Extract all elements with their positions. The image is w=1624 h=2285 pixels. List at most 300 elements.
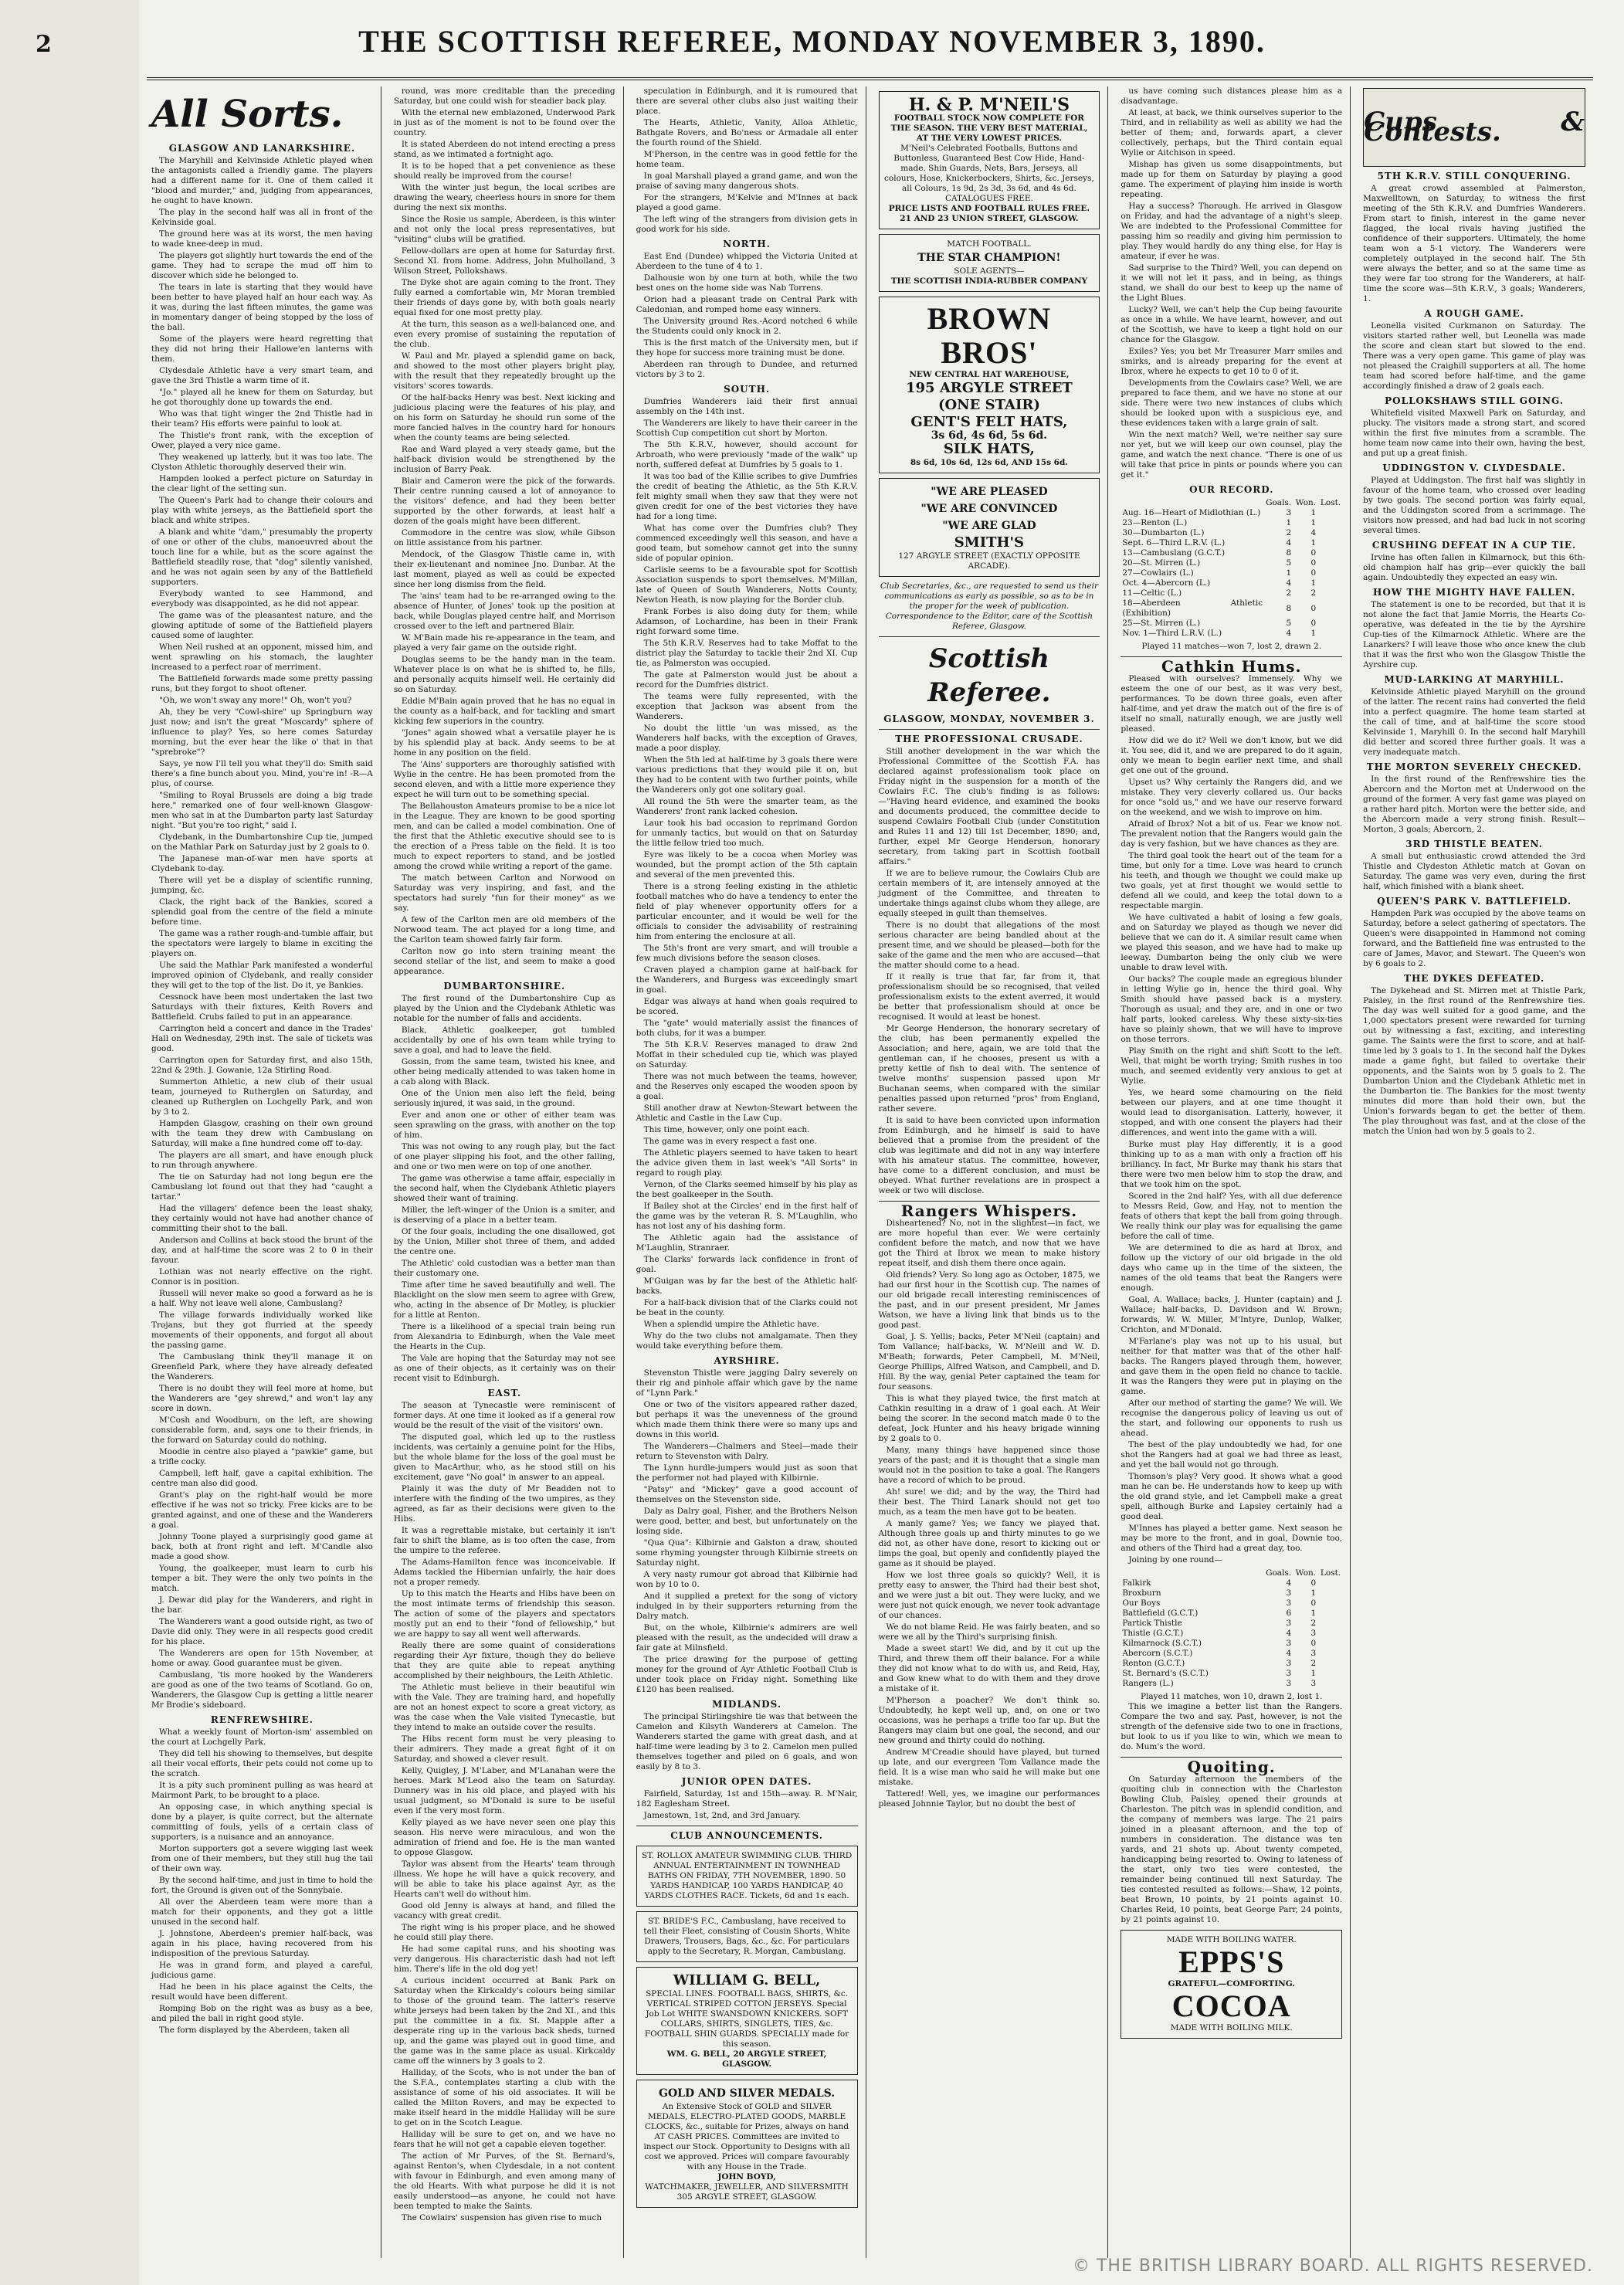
paragraph: What a weekly fount of Morton-ism' assembled on the court at Lochgelly Park. (151, 1727, 373, 1747)
section-heading: 5TH K.R.V. STILL CONQUERING. (1377, 171, 1571, 181)
paragraph: The tie on Saturday had not long begun ere the Cambuslang lot found out that they had "caught a tartar." (151, 1172, 373, 1202)
table-cell: 1 (1286, 568, 1292, 578)
cathkin-hums-body (1121, 674, 1342, 1565)
paragraph: The Athletic must believe in their beautiful win with the Vale. They are training hard, and hopefully are not an honest expect to score a great victory, as was the case when the Vale visited Tynecastle, but they intend to make an outside cover the results. (393, 1683, 615, 1732)
paragraph: J. Johnstone, Aberdeen's premier half-back, was again in his place, having recovered from his indisposition of the previous Saturday. (151, 1929, 373, 1958)
section-heading: HOW THE MIGHTY HAVE FALLEN. (1373, 587, 1576, 598)
epps-tagline: GRATEFUL—COMFORTING. (1168, 1979, 1295, 1988)
bell-ad (636, 1967, 858, 2075)
paragraph: Up to this match the Hearts and Hibs have been on the most intimate terms of friendship this season. The action of some of the players and spectators mostly put an end to their "fond of fellowship," but we are happy to say all went well afterwards. (393, 1589, 615, 1639)
table-row (1121, 1659, 1342, 1669)
report-paragraph: The statement is one to be recorded, but that it is not alone the fact that Jamie Morris, the Hearts Co-operative, was defeated in the tie by the Ayrshire Cup-ties of the Kilmarnock Athletic. Where are the Lanarkers? I will leave those who once knew the club that it was the first who won the Glasgow Thistle the Ayrshire cup. (1363, 600, 1585, 670)
medals-ad-title: GOLD AND SILVER MEDALS. (659, 2087, 836, 2100)
page-margin (0, 0, 139, 2285)
paragraph: A curious incident occurred at Bank Park on Saturday when the Kirkcaldy's colours being similar to those of the ground team. The latter's reserve white jerseys had been taken by the 2nd XI., and this put the committee in a fix. St. Mapple after a desperate ring up in the various back sheds, turned up, and the game was played out in good time, and the game was in the same place as usual. Kirkcaldy came off the winners by 3 goals to 2. (393, 1976, 615, 2066)
table-cell: Falkirk (1122, 1578, 1151, 1588)
epps-cocoa-ad (1121, 1930, 1342, 2039)
paragraph: Plainly it was the duty of Mr Beadden not to interfere with the finding of the two umpires, as they agreed, as far as their decisions were given to the Hibs. (393, 1484, 615, 1524)
paragraph: With the winter just begun, the local scribes are drawing the weary, cheerless hours in snore for them during the next six months. (393, 183, 615, 212)
medals-ad-name: JOHN BOYD, (717, 2172, 776, 2182)
paragraph: The Wanderers are likely to have their career in the Scottish Cup competition cut short by Morton. (636, 419, 858, 438)
table-cell: 4 (1310, 528, 1317, 537)
table-cell: 2 (1310, 1619, 1317, 1628)
table-cell: 23—Renton (L.) (1122, 518, 1188, 527)
paragraph: The Dyke shot are again coming to the front. They fully earned a comfortable win, Mr Moran trembled their friends of days gone by, with both goals nearly equal fixed for one most pretty play. (393, 278, 615, 317)
page-number: 2 (36, 31, 52, 58)
paragraph: Kelly played as we have never seen one play this season. His nerve were miraculous, and won the admiration of friend and foe. He is the man wanted to oppose Glasgow. (393, 1818, 615, 1857)
rangers-whispers-heading: Rangers Whispers. (900, 1202, 1078, 1220)
table-cell: 2 (1310, 1659, 1317, 1668)
paragraph: The ground here was at its worst, the men having to wade knee-deep in mud. (151, 229, 373, 249)
paragraph: When the 5th led at half-time by 3 goals there were various predictions that they would pile it on, but they had to be content with two further points, while the Wanderers only got one solitary goal. (636, 755, 858, 795)
record-table (1121, 498, 1342, 639)
paragraph: Miller, the left-winger of the Union is a smiter, and is deserving of a place in a better team. (393, 1205, 615, 1225)
paragraph: The Bellahouston Amateurs promise to be a nice lot in the League. They are known to be good sporting men, and can be called a model combination. One of the first that the Athletic executive should see to is the erection of a Press table on the field. It is too much to expect reporters to stand, and be jostled among the crowd while writing a report of the game. (393, 802, 615, 871)
paragraph: Everybody wanted to see Hammond, and everybody was disappointed, as he did not appear. (151, 589, 373, 609)
paragraph: Exiles? Yes; you bet Mr Treasurer Marr smiles and smirks, and is already preparing for the event at Ibrox, where he expects to get 10 to 0 of it. (1121, 347, 1343, 376)
paragraph: It is to be hoped that a pet convenience as these should really be improved from the course! (393, 161, 615, 181)
mcneil-ad-title: H. & P. M'NEIL'S (908, 95, 1070, 115)
paragraph: Taylor was absent from the Hearts' team through illness. We hope he will have a quick recovery, and will be able to take his place against Ayr, as the Hearts can't well do without him. (393, 1860, 615, 1899)
table-cell: 27—Cowlairs (L.) (1122, 568, 1194, 578)
paragraph: The 5th K.R.V. Reserves had to take Moffat to the district play the Saturday to tackle their 2nd XI. Cup tie, as Palmerston was occupied. (636, 639, 858, 668)
brown-bros-ad (879, 297, 1100, 473)
paragraph: Daly as Dalry goal, Fisher, and the Brothers Nelson were good, better, and best, but unfortunately on the losing side. (636, 1507, 858, 1536)
paragraph: The gate at Palmerston would just be about a record for the Dumfries district. (636, 670, 858, 690)
paragraph: Carrington open for Saturday first, and also 15th, 22nd & 29th. J. Gowanie, 12a Stirling Road. (151, 1056, 373, 1075)
table-cell: 6 (1286, 1609, 1292, 1618)
paragraph: W. M'Bain made his re-appearance in the team, and played a very fair game on the outside right. (393, 633, 615, 653)
smiths-address: 127 ARGYLE STREET (EXACTLY OPPOSITE ARCADE). (898, 551, 1080, 571)
paragraph: The tears in late is starting that they would have been better to have played half an hour each way. As it was, during the last fifteen minutes, the game was in momentary danger of being stopped by the loss of the ball. (151, 283, 373, 332)
notice-to-secretaries: Club Secretaries, &c., are requested to send us their communications as early as possible, so as to be in the proper for the week of publication. Correspondence to the Editor, care of the Scottish Referee, Glasgow. (880, 581, 1098, 631)
paragraph: The 5th's front are very smart, and will trouble a few much divisions before the season closes. (636, 944, 858, 963)
mcneil-ad (879, 91, 1100, 229)
paragraph: Ah, they be very "Cowl-shire" up Springburn way just now; and isn't the great "Moscardy" sphere of influence to play? Yes, so here comes Saturday morning, but the ever hear the like o' that in that "sprebroke"? (151, 707, 373, 757)
table-cell: 1 (1310, 578, 1317, 588)
article-body (394, 86, 615, 977)
table-row (1121, 538, 1342, 548)
paragraph: M'Farlane's play was not up to his usual, but neither for that matter was that of the other half-backs. The Rangers played through them, however, and gave them in the open field no chance to tackle. It was the Rangers they were put in playing on the game. (1121, 1337, 1343, 1396)
paragraph: This time, however, only one point each. (643, 1125, 810, 1134)
article-body (636, 397, 858, 1351)
table-cell: Oct. 4—Abercorn (L.) (1122, 578, 1211, 588)
paragraph: By the second half-time, and just in time to hold the fort, the Ground is given out of the Sonnybaie. (151, 1876, 373, 1895)
paragraph: The Queen's Park had to change their colours and play with white jerseys, as the Battlefield sport the black and white stripes. (151, 496, 373, 525)
article-body (151, 1727, 373, 2036)
paragraph: After our method of starting the game? We will. We recognise the dangerous policy of leaving us out of the start, and following our opponents to rush us ahead. (1121, 1398, 1343, 1438)
paragraph: Win the next match? Well, we're neither say sure nor yet, but we will keep our own counsel, play the game, and watch the next chance. "There is one of us will take that price in pints or pounds where you can get it." (1121, 430, 1343, 480)
table-row (1121, 1649, 1342, 1659)
paragraph: Really there are some quaint of considerations regarding their Ayr fixture, though they do believe that they are quite able to repeat anything accomplished by their neighbours, the Leith Athletic. (393, 1641, 615, 1680)
paragraph: All round the 5th were the smarter team, as the Wanderers' front rank lacked cohesion. (636, 797, 858, 816)
paragraph: Blair and Cameron were the pick of the forwards. Their centre running caused a lot of annoyance to the visitors' defence, and had they been better supported by the other forwards, at least half a dozen of the goals might have been different. (393, 476, 615, 526)
brown-bros-felt: GENT'S FELT HATS, (910, 414, 1068, 430)
table-cell: 2 (1286, 588, 1292, 598)
paragraph: Kelly, Quigley, J. M'Laber, and M'Lanahan were the heroes. Mark M'Leod also the team on Saturday. Dunnery was in his old place, and played with his usual judgment, so M'Donald is sure to be useful even if the very most form. (393, 1766, 615, 1815)
paragraph: The 'ains' team had to be re-arranged owing to the absence of Hunter, of Jones' took up the position at back, while Douglas played centre half, and Morrison crossed over to the left and partnered Blair. (393, 592, 615, 631)
table-row (1121, 1679, 1342, 1689)
paragraph: This is what they played twice, the first match at Cathkin resulting in a draw of 1 goal each. At Weir being the scorer. In the second match made 0 to the defeat, Jock Hunter and his heavy brigade winning by 2 goals to 0. (878, 1394, 1100, 1443)
section-heading: THE DYKES DEFEATED. (1404, 973, 1545, 984)
paragraph: We have cultivated a habit of losing a few goals, and on Saturday we played as though we never did believe that we can do it. A similar result came when we played this season, and we have had to make up leeway. Dumbarton being the only club we were unable to draw level with. (1121, 913, 1343, 972)
leader-body (879, 747, 1100, 1196)
paragraph: M'Pherson, in the centre was in good fettle for the home team. (636, 150, 858, 169)
paragraph: Goal, A. Wallace; backs, J. Hunter (captain) and J. Wallace; half-backs, D. Davidson and W. Brown; forwards, W. W. Miller, M'Intyre, Dunlop, Walker, Crichton, and M'Donald. (1121, 1295, 1343, 1334)
india-rubber-company: THE SCOTTISH INDIA-RUBBER COMPANY (890, 276, 1088, 286)
match-football: MATCH FOOTBALL. (947, 239, 1032, 249)
table-cell: 4 (1286, 1629, 1292, 1638)
brown-bros-silk-prices: 8s 6d, 10s 6d, 12s 6d, AND 15s 6d. (910, 458, 1068, 467)
section-heading: THE MORTON SEVERELY CHECKED. (1366, 761, 1582, 772)
table-cell: 4 (1286, 1649, 1292, 1658)
table-cell: Thistle (G.C.T.) (1122, 1629, 1184, 1638)
table-cell: St. Bernard's (S.C.T.) (1122, 1669, 1209, 1678)
paragraph: Halliday will be sure to get on, and we have no fears that he will not get a capable eleven together. (393, 2130, 615, 2149)
table-cell: 4 (1286, 538, 1292, 548)
paragraph: The Thistle's front rank, with the exception of Ower, played a very nice game. (151, 431, 373, 450)
paragraph: round, was more creditable than the preceding Saturday, but one could wish for steadier back play. (393, 86, 615, 106)
paragraph: Had the villagers' defence been the least shaky, they certainly would not have had another chance of committing their shot to the ball. (151, 1204, 373, 1233)
paragraph: Play Smith on the right and shift Scott to the left. Well, that might be worth trying; Smith rushes in too much, and seemed evidently very anxious to get at Wylie. (1121, 1046, 1343, 1086)
divider (879, 729, 1100, 730)
table-cell: 0 (1310, 619, 1317, 628)
mcneil-ad-address: PRICE LISTS AND FOOTBALL RULES FREE. 21 AND 23 UNION STREET, GLASGOW. (888, 204, 1090, 223)
paragraph: Developments from the Cowlairs case? Well, we are prepared to face them, and we have no stone at our side. There were two new instances of clubs which should be looked upon with a suspicious eye, and these evidences taken with a large grain of salt. (1121, 378, 1343, 428)
paragraph: The teams were fully represented, with the exception that Jackson was absent from the Wanderers. (636, 692, 858, 721)
section-heading: GLASGOW AND LANARKSHIRE. (168, 143, 356, 154)
paragraph: For the strangers, M'Kelvie and M'Innes at back played a good game. (636, 193, 858, 212)
paragraph: The 5th K.R.V., however, should account for Arbroath, who were previously "made of the walk" up north, suffered defeat at Dumfries by 5 goals to 1. (636, 440, 858, 470)
paragraph: Our backs? The couple made an egregious blunder in letting Wylie go in, hence the third goal. Why Smith should have passed back is a mystery. Thorough as usual; and they are, and in one or two half parts, looked careless. Why these sixty-six-ties have so plainly shown, that we will have to improve on those terrors. (1121, 975, 1343, 1044)
table-row (1121, 518, 1342, 528)
paragraph: If we are to believe rumour, the Cowlairs Club are certain members of it, are intensely annoyed at the judgment of the Committee, and threaten to undertake things against clubs whom they allege, are equally steeped in guilt than themselves. (878, 869, 1100, 918)
paragraph: Gossin, from the same team, twisted his knee, and other being medically attended to was taken home in a cab along with Black. (393, 1057, 615, 1087)
paragraph: Time after time he saved beautifully and well. The Blacklight on the slow men seem to agree with Grew, who, acting in the absence of Dr Motley, is pluckier for a little at Renton. (393, 1280, 615, 1320)
paragraph: The Wanderers are open for 15th November, at home or away. Good guarantee must be given. (151, 1649, 373, 1668)
section-heading: JUNIOR OPEN DATES. (681, 1776, 812, 1787)
paragraph: Clydesdale Athletic have a very smart team, and gave the 3rd Thistle a warm time of it. (151, 366, 373, 385)
paragraph: Laur took his bad occasion to reprimand Gordon for unmanly tactics, but would on that on Saturday the little fellow tried too much. (636, 819, 858, 848)
table-cell: 1 (1310, 1609, 1317, 1618)
medals-ad-body: An Extensive Stock of GOLD and SILVER MEDALS, ELECTRO-PLATED GOODS, MARBLE CLOCKS, &c., suitable for Prizes, always on hand AT CASH PRICES. Committees are invited to inspect our Stock. Opportunity to Designs with all cost we approved. Prices will compare favourably with any House in the Trade. (643, 2102, 850, 2171)
table-cell: Renton (G.C.T.) (1122, 1659, 1185, 1668)
brown-bros-address: 195 ARGYLE STREET (ONE STAIR) (906, 380, 1073, 413)
paragraph: Young, the goalkeeper, must learn to curb his temper a bit. They were the only two points in the match. (151, 1564, 373, 1593)
table-row (1121, 578, 1342, 588)
table-row (1121, 629, 1342, 639)
table-cell: 5 (1286, 619, 1292, 628)
section-heading: CLUB ANNOUNCEMENTS. (670, 1830, 823, 1841)
paragraph: The best of the play undoubtedly we had, for one shot the Rangers had at goal we had three as least, and yet the ball would not go through. (1121, 1440, 1343, 1470)
table-cell: Aug. 16—Heart of Midlothian (L.) (1122, 508, 1261, 517)
paragraph: Romping Bob on the right was as busy as a bee, and piled the ball in right good style. (151, 2004, 373, 2023)
paragraph: Eyre was likely to be a cocoa when Morley was wounded, but the prompt action of the 5th captain and several of the men prevented this. (636, 850, 858, 880)
column-3 (632, 86, 866, 2258)
column-4 (874, 86, 1109, 2258)
paragraph: In goal Marshall played a grand game, and won the praise of saving many dangerous shots. (636, 171, 858, 191)
paragraph: The Athletic players seemed to have taken to heart the advice given them in last week's "All Sorts" in regard to rough play. (636, 1148, 858, 1178)
paragraph: Sad surprise to the Third? Well, you can depend on it we will not let it pass, and in being, as things stand, we shall do our best to keep up the name of the Light Blues. (1121, 263, 1343, 303)
paragraph: Old friends? Very. So long ago as October, 1875, we had our first hour in the Scottish cup. The names of our old brigade recall interesting reminiscences of the past, and in our present president, Mr James Watson, we have a living link that binds us to the good past. (878, 1270, 1100, 1330)
paragraph: There will yet be a display of scientific running, jumping, &c. (151, 876, 373, 895)
star-champion-ad (879, 234, 1100, 292)
paragraph: The play in the second half was all in front of the Kelvinside goal. (151, 208, 373, 227)
table-cell: 0 (1310, 1639, 1317, 1648)
table-cell: Our Boys (1122, 1598, 1161, 1608)
paragraph: When a splendid umpire the Athletic have. (643, 1320, 819, 1329)
paragraph: East End (Dundee) whipped the Victoria United at Aberdeen to the tune of 4 to 1. (636, 252, 858, 271)
brown-bros-silk: SILK HATS, (943, 441, 1035, 457)
table-cell: 20—St. Mirren (L.) (1122, 558, 1201, 568)
paragraph: The game was otherwise a tame affair, especially in the second half, when the Clydebank Athletic players showed their want of training. (393, 1174, 615, 1203)
article-body (394, 994, 615, 1384)
paragraph: No doubt the little 'un was missed, as the Wanderers half backs, with the exception of Graves, made a poor display. (636, 724, 858, 753)
paragraph: Orion had a pleasant trade on Central Park with Caledonian, and romped home easy winners. (636, 295, 858, 314)
paragraph: He was in grand form, and played a careful, judicious game. (151, 1961, 373, 1980)
table-cell: Broxburn (1122, 1588, 1161, 1598)
paragraph: The game was a rather rough-and-tumble affair, but the spectators were largely to blame in exciting the players on. (151, 929, 373, 958)
article-body (394, 1401, 615, 2223)
table-cell: 3 (1286, 1669, 1292, 1678)
column-1 (147, 86, 381, 2258)
table-row (1121, 1639, 1342, 1649)
paragraph: The players are all smart, and have enough pluck to run through anywhere. (151, 1151, 373, 1170)
report-paragraph: The Dykehead and St. Mirren met at Thistle Park, Paisley, in the first round of the Renfrewshire ties. The day was well suited for a good game, and the 1,000 spectators present were rewarded for turning out by witnessing a fast, exciting, and interesting game. The Saints were the first to score, and at half-time led by 3 goals to 1. In the second half the Dykes made a game fight, but failed to overtake their opponents, and the Saints won by 5 goals to 2. The Dumbarton Union and the Clydebank Athletic met in the Dumbarton tie. The Bankies for the most twenty minutes did more than hold their own, but the Union's forwards began to get the better of them. The play throughout was fast, and at the close of the match the Union had won by 5 goals to 2. (1363, 986, 1585, 1136)
paragraph: This was not owing to any rough play, but the fact of one player slipping his foot, and the other falling, and one or two men were on top of one another. (393, 1142, 615, 1171)
article-body (151, 156, 373, 1710)
record-summary: Played 11 matches—won 7, lost 2, drawn 2. (1141, 642, 1322, 651)
paragraph: The disputed goal, which led up to the rustless incidents, was certainly a genuine point for the Hibs, but the whole blame for the loss of the goal must be given to MacArthur, who, as he stood still on his excitement, gave "No goal" in answer to an appeal. (393, 1432, 615, 1482)
paragraph: One or two of the visitors appeared rather dazed, but perhaps it was the unevenness of the ground which made them think there were so many ups and downs in this world. (636, 1400, 858, 1439)
paragraph: The "gate" would materially assist the finances of both clubs, for it was a bumper. (636, 1019, 858, 1038)
copyright-footer: © THE BRITISH LIBRARY BOARD. ALL RIGHTS RESERVED. (1073, 2256, 1593, 2276)
paragraph: "Jo." played all he knew for them on Saturday, but he got thoroughly done up towards the end. (151, 388, 373, 407)
report-paragraph: Hampden Park was occupied by the above teams on Saturday, before a select gathering of spectators. The Queen's were disappointed in Hammond not coming forward, and the Battlefield fine was entrusted to the care of James, Mavor, and Stewart. The Queen's won by 6 goals to 2. (1363, 909, 1585, 968)
paragraph: Carlton now go into stern training meant the second stellar of the list, and seem to make a good appearance. (393, 947, 615, 976)
paragraph: The Vale are hoping that the Saturday may not see as one of their objects, as it certainly was on their recent visit to Edinburgh. (393, 1354, 615, 1383)
paragraph: Mendock, of the Glasgow Thistle came in, with their ex-lieutenant and nominee Jno. Dunbar. At the last moment, played as well as could be expected since her long dismiss from the field. (393, 550, 615, 589)
table-cell: Nov. 1—Third L.R.V. (L.) (1122, 629, 1222, 638)
paragraph: Craven played a champion game at half-back for the Wanderers, and Burgess was exceedingly smart in goal. (636, 965, 858, 995)
paragraph: At the turn, this season as a well-balanced one, and even every promise of sustaining the reputation of the club. (393, 320, 615, 349)
paragraph: Goal, J. S. Yellis; backs, Peter M'Neil (captain) and Tom Vallance; half-backs, W. M'Neill and W. D. M'Beath; forwards, Peter Campbell, M. M'Neil, George Phillips, Alfred Watson, and Campbell, and D. Hill. By the way, genial Peter captained the team for four seasons. (878, 1332, 1100, 1392)
article-body (636, 1368, 858, 1695)
smiths-ad (879, 478, 1100, 577)
table-cell: Rangers (L.) (1122, 1679, 1174, 1688)
paragraph: Andrew M'Creadie should have played, but turned up late, and our evergreen Tom Vallance made the field. It is a wise man who said he will make but one mistake. (878, 1748, 1100, 1787)
report-paragraph: Played at Uddingston. The first half was slightly in favour of the home team, who crossed over leading by two goals. The second portion was fairly equal, and the Uddingston scored from a scrimmage. The visitors now pressed, and had bad luck in not scoring several times. (1363, 476, 1585, 535)
paragraph: If it really is true that far, far from it, that professionalism should be so recognised, that veiled professionalism exists to the extent averred, it would be better that professionalism should at once be recognised. It would at least be honest. (878, 972, 1100, 1022)
report-paragraph: A small but enthusiastic crowd attended the 3rd Thistle and Clydeston Athletic match at Govan on Saturday. The game was very even, during the first half, which finished with a blank sheet. (1363, 852, 1585, 891)
paragraph: When Neil rushed at an opponent, missed him, and went sprawling on his stomach, the laughter increased to a perfect roar of merriment. (151, 642, 373, 672)
column-2 (389, 86, 624, 2258)
paragraph: Grant's play on the right-half would be more effective if he was not so tricky. Free kicks are to be granted against, and one of these and the Wanderers a goal. (151, 1490, 373, 1530)
paragraph: The village forwards individually worked like Trojans, but they got flurried at the speedy movements of their opponents, and forgot all about the passing game. (151, 1310, 373, 1350)
paragraph: The Lynn hurdle-jumpers would just as soon that the performer not had played with Kilbirnie. (636, 1463, 858, 1483)
paragraph: Afraid of Ibrox? Not a bit of us. Fear we know not. The prevalent notion that the Rangers would gain the day is very fashion, but we have chances as they are. (1121, 819, 1343, 849)
paragraph: M'Pherson a poacher? We don't think so. Undoubtedly, he kept well up, and, on one or two occasions, was he perhaps a trifle too far up. But the Rangers may claim but one goal, the second, and our new ground and thirty could do nothing. (878, 1696, 1100, 1745)
table-cell: 8 (1286, 603, 1292, 613)
paragraph: The Hibs recent form must be very pleasing to their admirers. They made a great fight of it on Saturday, and showed a clever result. (393, 1734, 615, 1764)
scottish-referee-masthead: Scottish Referee. (927, 643, 1051, 708)
paragraph: Of the four goals, including the one disallowed, got by the Union, Miller shot three of them, and added the centre one. (393, 1227, 615, 1256)
record-table-header (1121, 498, 1342, 508)
table-cell: 8 (1286, 548, 1292, 558)
table-cell: 3 (1286, 1588, 1292, 1598)
record-col-won: Won. (1295, 498, 1317, 507)
article-body (1121, 86, 1342, 480)
paragraph: The game was in every respect a fast one. (643, 1137, 817, 1146)
table-cell: Partick Thistle (1122, 1619, 1182, 1628)
st-brides-ad: ST. BRIDE'S F.C., Cambuslang, have received to tell their Fleet, consisting of Cousin Shorts, White Drawers, Trousers, Bags, &c., &c. For particulars apply to the Secretary, R. Morgan, Cambuslang. (636, 1911, 858, 1962)
goals-table-header (1121, 1568, 1342, 1578)
paragraph: Morton supporters got a severe wigging last week from one of their members, but they still hug the tail of their own way. (151, 1844, 373, 1873)
paragraph: The Maryhill and Kelvinside Athletic played when the antagonists called a friendly game. The players had a different name for it. One of them called it "blood and murder," and, judging from appearances, he ought to have known. (151, 156, 373, 205)
paragraph: Vernon, of the Clarks seemed himself by his play as the best goalkeeper in the South. (636, 1180, 858, 1199)
paragraph: Yes, we heard some chamouring on the field between our players, and at one time thought it would lead to disorganisation. Latterly, however, it stopped, and with one consent the players had their differences, and went into the game with a will. (1121, 1088, 1343, 1137)
table-cell: 3 (1286, 1679, 1292, 1688)
paragraph: "Patsy" and "Mickey" gave a good account of themselves on the Stevenston side. (636, 1485, 858, 1504)
report-paragraph: A great crowd assembled at Palmerston, Maxwelltown, on Saturday, to witness the first meeting of the 5th K.R.V. and Dumfries Wanderers. From start to finish, interest in the game never flagged, the local rivals having justified the confidence of their supporters. Ultimately, the home team won a 5-1 victory. The Wanderers were completely outplayed in the second half. The 5th were always the better, and so at the same time as they were far too strong for the Wanderers, at half-time the score was—5th K.R.V., 3 goals; Wanderers, 1. (1363, 184, 1585, 303)
paragraph: There is no doubt they will feel more at home, but the Wanderers are "gey shrewd," and won't lay any score in down. (151, 1384, 373, 1413)
paragraph: Hampden looked a perfect picture on Saturday in the clear light of the setting sun. (151, 474, 373, 493)
paragraph: They did tell his showing to themselves, but despite all their vocal efforts, their pets could not come up to the scratch. (151, 1749, 373, 1778)
paragraph: Carrington held a concert and dance in the Trades' Hall on Wednesday, 29th inst. The sale of tickets was good. (151, 1024, 373, 1053)
paragraph: Still another development in the war which the Professional Committee of the Scottish F.A. has declared against professionalism took place on Friday night in the suspension for a month of the Cowlairs F.C. The club's finding is as follows:—"Having heard evidence, and examined the books and documents produced, the committee decide to suspend Cowlairs Football Club (under Constitution and Rules 11 and 12) till 1st December, 1890; and, further, expel Mr George Henderson, honorary secretary, from taking part in Scottish football affairs." (878, 747, 1100, 866)
paragraph: Fairfield, Saturday, 1st and 15th—away. R. M'Nair, 182 Eaglesham Street. (636, 1789, 858, 1809)
paragraph: The game was of the pleasantest nature, and the glowing aptitude of some of the Battlefield players caused some of laughter. (151, 611, 373, 640)
paragraph: Joining by one round— (1128, 1555, 1222, 1565)
paragraph: Ah! sure! we did; and by the way, the Third had their best. The Third Lanark should not get too much, as a team the men have got to be beaten. (878, 1487, 1100, 1517)
table-cell: 1 (1310, 508, 1317, 517)
cathkin-hums-heading: Cathkin Hums. (1161, 657, 1302, 676)
table-row (1121, 1619, 1342, 1629)
bell-ad-body: SPECIAL LINES. FOOTBALL BAGS, SHIRTS, &c. VERTICAL STRIPED COTTON JERSEYS. Special Job Lot WHITE SWANSDOWN KNICKERS. SOFT COLLARS, SHIRTS, SINGLETS, TIES, &c. FOOTBALL SHIN GUARDS. SPECIALLY made for this season. (644, 1989, 849, 2049)
table-cell: 0 (1310, 558, 1317, 568)
report-paragraph: Whitefield visited Maxwell Park on Saturday, and plucky. The visitors made a strong start, and scored within the first five minutes from a scramble. The home team now came into their own, having the best, and put up a great finish. (1363, 409, 1585, 458)
table-cell: 0 (1310, 1578, 1317, 1588)
paragraph: The Wanderers want a good outside right, as two of Davie did only. They were in all respects good credit for his place. (151, 1617, 373, 1646)
paragraph: How we lost three goals so quickly? Well, it is pretty easy to answer, the Third had their best shot, and we were just a bit out. They were lucky, and we were just not quick enough, we never took advantage of our chances. (878, 1571, 1100, 1620)
paragraph: The 5th K.R.V. Reserves managed to draw 2nd Moffat in their scheduled cup tie, which was played on Saturday. (636, 1040, 858, 1070)
article-body (636, 1712, 858, 1772)
goals-col-blank (1121, 1568, 1264, 1578)
paragraph: J. Dewar did play for the Wanderers, and right in the bar. (151, 1595, 373, 1615)
paragraph: "Oh, we won't sway any more!" Oh, won't you? (159, 696, 352, 705)
table-cell: Sept. 6—Third L.R.V. (L.) (1122, 538, 1226, 548)
paragraph: Had he been in his place against the Celts, the result would have been different. (151, 1982, 373, 2002)
smiths-name: SMITH'S (954, 534, 1025, 551)
paragraph: Mishap has given us some disappointments, but made up for them on Saturday by playing a good game. The experiment of playing him inside is worth repeating. (1121, 160, 1343, 199)
paragraph: There was not much between the teams, however, and the Reserves only escaped the wooden spoon by a goal. (636, 1072, 858, 1101)
table-row (1121, 1588, 1342, 1598)
cathkin-closing: This we imagine a better list than the Rangers. Compare the two and say. Past, however, is not the strength of the defensive side two to one in fractions, but look to us if you like to win, which we mean to do. Mum's the word. (1121, 1702, 1343, 1751)
paragraph: A very nasty rumour got abroad that Kilbirnie had won by 10 to 0. (636, 1570, 858, 1589)
paragraph: M'Innes has played a better game. Next season he may be more to the front, and in goal, Downie too, and others of the Third had a great day, too. (1121, 1524, 1343, 1553)
table-cell: 3 (1310, 1679, 1317, 1688)
star-champion: THE STAR CHAMPION! (917, 252, 1061, 264)
paragraph: The Adams-Hamilton fence was inconceivable. If Adams tackled the Hibernian unfairly, the hair does not a proper remedy. (393, 1558, 615, 1587)
article-body (636, 86, 858, 235)
paragraph: It was a regrettable mistake, but certainly it isn't fair to shift the blame, as is too often the case, from the umpire to the referee. (393, 1526, 615, 1555)
section-heading: QUEEN'S PARK V. BATTLEFIELD. (1377, 896, 1572, 907)
paragraph: The Battlefield forwards made some pretty passing runs, but they forgot to shoot oftener. (151, 674, 373, 693)
column-5 (1116, 86, 1351, 2258)
paragraph: It is said to have been convicted upon information from Edinburgh, and he himself is said to have believed that a promise from the president of the club was legitimate and did not in any way interfere with his amateur status. The committee, however, have come to a different conclusion, and must be obeyed. What further revelations are in prospect a week or two will disclose. (878, 1116, 1100, 1195)
table-cell: 4 (1286, 1578, 1292, 1588)
smiths-pleased: "WE ARE PLEASED (931, 486, 1048, 498)
paragraph: The Hearts, Athletic, Vanity, Alloa Athletic, Bathgate Rovers, and Bo'ness or Armadale all enter the fourth round of the Shield. (636, 118, 858, 147)
sole-agents: SOLE AGENTS— (954, 266, 1025, 276)
paragraph: Black, Athletic goalkeeper, got tumbled accidentally by one of his own team while trying to save a goal, and had to leave the field. (393, 1026, 615, 1055)
table-row (1121, 1598, 1342, 1609)
paragraph: A few of the Carlton men are old members of the Norwood team. The act played for a long time, and the Carlton team showed fairly fair form. (393, 915, 615, 944)
epps-name: EPPS'S (1178, 1944, 1285, 1979)
paragraph: The Cambuslang think they'll manage it on Greenfield Park, where they have already defeated the Wanderers. (151, 1352, 373, 1382)
paragraph: Who was that tight winger the 2nd Thistle had in their team? His efforts were painful to look at. (151, 409, 373, 429)
paragraph: The third goal took the heart out of the team for a time, but only for a time. Love was heard to crunch his teeth, and though we thought we could make up two goals, yet at first thought we would settle to defend all we could, and keep the total down to a respectable margin. (1121, 851, 1343, 910)
paragraph: Hampden Glasgow, crashing on their own ground with the team they drew with Cambuslang on Saturday, will make a fine hundred come off to-day. (151, 1119, 373, 1148)
paragraph: The University ground Res.-Acord notched 6 while the Students could only knock in 2. (636, 317, 858, 336)
paragraph: speculation in Edinburgh, and it is rumoured that there are several other clubs also just waiting their place. (636, 86, 858, 116)
paragraph: "Smiling to Royal Brussels are doing a big trade here," remarked one of four well-known Glasgow-men who sat in at the Dumbarton party last Saturday night. "But you're too right," said I. (151, 791, 373, 830)
table-row (1121, 1578, 1342, 1588)
paragraph: The principal Stirlingshire tie was that between the Camelon and Kilsyth Wanderers at Camelon. The Wanderers started the game with great dash, and at half-time were leading by 3 to 2. Camelon men pulled themselves together and piled on 6 goals, and won easily by 8 to 3. (636, 1712, 858, 1771)
paragraph: W. Paul and Mr. played a splendid game on back, and showed to the most other players bright play, with the result that they repeatedly brought up the visitors' scores towards. (393, 351, 615, 391)
table-cell: 2 (1310, 588, 1317, 598)
paragraph: Summerton Athletic, a new club of their usual team, journeyed to Rutherglen on Saturday, and cleaned up Rutherglen on Lochgelly Park, and won by 3 to 2. (151, 1077, 373, 1117)
paragraph: The first round of the Dumbartonshire Cup as played by the Union and the Clydebank Athletic was notable for the number of falls and accidents. (393, 994, 615, 1023)
paragraph: The Clarks' forwards lack confidence in front of goal. (636, 1255, 858, 1274)
paragraph: M'Guigan was by far the best of the Athletic half-backs. (636, 1276, 858, 1296)
table-cell: 0 (1310, 1598, 1317, 1608)
table-cell: 1 (1310, 1588, 1317, 1598)
paragraph: Tattered! Well, yes, we imagine our performances pleased Johnnie Taylor, but no doubt the best of (878, 1789, 1100, 1809)
table-cell: 0 (1310, 603, 1317, 613)
paragraph: The Athletic again had the assistance of M'Laughlin, Stranraer. (636, 1233, 858, 1253)
swimming-club-ad: ST. ROLLOX AMATEUR SWIMMING CLUB. THIRD ANNUAL ENTERTAINMENT IN TOWNHEAD BATHS ON FRIDAY, 7TH NOVEMBER, 1890. 50 YARDS HANDICAP, 100 YARDS HANDICAP, 40 YARDS CLOTHES RACE. Tickets, 6d and 1s each. (636, 1846, 858, 1907)
paragraph: And it supplied a pretext for the song of victory indulged in by their supporters returning from the Dalry match. (636, 1592, 858, 1621)
bell-ad-address: WM. G. BELL, 20 ARGYLE STREET, GLASGOW. (666, 2049, 827, 2069)
paragraph: The price drawing for the purpose of getting money for the ground of Ayr Athletic Football Club is under took place on Friday night. Something like £120 has been realised. (636, 1655, 858, 1694)
paragraph: Scored in the 2nd half? Yes, with all due deference to Messrs Reid, Gow, and Hay, not to mention the feats of others that kept the ball from going through. We really think our play was for equalising the game before the call of time. (1121, 1192, 1343, 1241)
paragraph: What has come over the Dumfries club? They commenced exceedingly well this season, and have a good team, but somehow cannot get into the sunny side of popular opinion. (636, 524, 858, 563)
paragraph: How did we do it? Well we don't know, but we did it. You see, did it, and we are prepared to do it again, only we mean to begin earlier next time, and shall get one out of the ground. (1121, 736, 1343, 775)
goals-summary: Played 11 matches, won 10, drawn 2, lost 1. (1141, 1692, 1323, 1701)
paragraph: Why do the two clubs not amalgamate. Then they would take everything before them. (636, 1331, 858, 1351)
record-heading: OUR RECORD. (1189, 484, 1274, 495)
table-cell: 13—Cambuslang (G.C.T.) (1122, 548, 1226, 558)
all-sorts-heading: All Sorts. (151, 93, 344, 136)
paragraph: us have coming such distances please him as a disadvantage. (1121, 86, 1343, 106)
table-cell: 11—Celtic (L.) (1122, 588, 1182, 598)
paragraph: Says, ye now I'll tell you what they'll do: Smith said there's a fine bunch about you. Mind, you're in! -R—A plus, of course. (151, 759, 373, 788)
divider (879, 636, 1100, 637)
paragraph: Dalhousie won by one turn at both, while the two best ones on the home side was Nab Torrens. (636, 273, 858, 293)
paragraph: They weakened up latterly, but it was too late. The Clyston Athletic thoroughly deserved their win. (151, 453, 373, 472)
article-body (636, 252, 858, 380)
paragraph: For a half-back division that of the Clarks could not be beat in the county. (636, 1298, 858, 1317)
section-heading: 3RD THISTLE BEATEN. (1405, 839, 1543, 849)
table-cell: Abercorn (S.C.T.) (1122, 1649, 1193, 1658)
cups-and-contests-banner: Cups & Contests. (1363, 88, 1585, 167)
section-heading: UDDINGSTON V. CLYDESDALE. (1382, 463, 1566, 473)
section-heading: AYRSHIRE. (714, 1355, 780, 1366)
newspaper-columns (147, 86, 1593, 2258)
goals-col-won: Won. (1295, 1568, 1317, 1578)
section-heading: NORTH. (723, 239, 771, 249)
